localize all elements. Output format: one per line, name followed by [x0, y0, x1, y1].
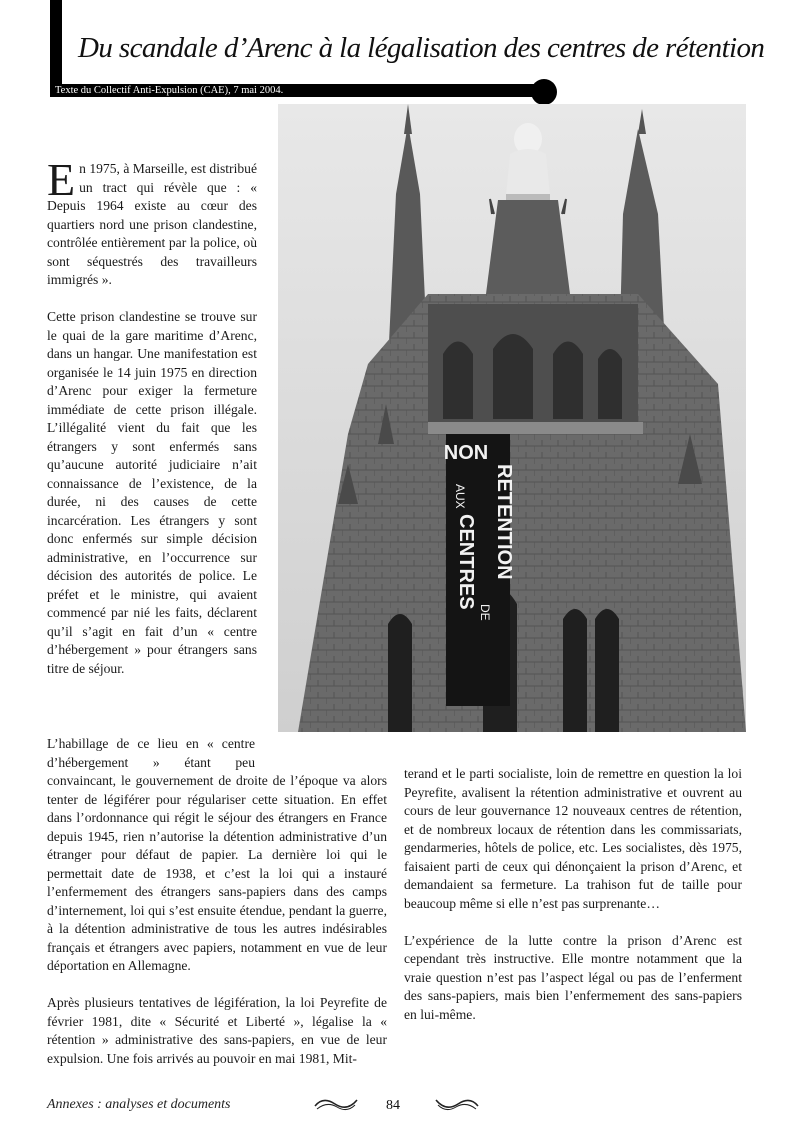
- paragraph-mitterand: terand et le parti socialiste, loin de remettre en question la loi Peyrefite, avalisent la rétention administrative et ouvrent au cours de leur gouvernance 12 nouveaux centres de rétention, et de nombreux locaux de rétention dans les commissariats, gendarmeries, hôtels de police, etc. Les socialistes, dès 1975, faisaient parti de ceux qui dénonçaient la prison d’Arenc, et demandaient sa fermeture. La trahison fut de taille pour beaucoup même si elle n’est pas surprenante…: [404, 766, 742, 911]
- banner-word-aux: AUX: [453, 484, 467, 509]
- paragraph-intro-text: n 1975, à Marseille, est distribué un tract qui révèle que : « Depuis 1964 existe au cœur des quartiers nord une prison clandestine, contrôlée entièrement par la police, où sont séquestrés des travailleurs immigrés ».: [47, 161, 257, 287]
- page-number: 84: [386, 1098, 400, 1113]
- protest-banner: [444, 434, 515, 706]
- paragraph-arenc-prison: Cette prison clandestine se trouve sur le quai de la gare maritime d’Arenc, dans un hangar. Une manifestation est organisée le 14 juin 1975 en direction d’Arenc pour exiger la fermeture immédiate de cette prison illégale. L’illégalité vient du fait que les étrangers y sont enfermés sans qu’aucune autorité judiciaire n’ait connaissance de l’existence, de la durée, ni des causes de cette incarcération. Les étrangers y sont donc enfermés sur simple décision administrative, en l’occurrence sur décision des autorités de police. Le préfet et le ministre, qui avaient commencé par nié les faits, déclarent qu’il s’agit en fait d’un « centre d’hébergement » pour étrangers sans titre de séjour.: [47, 309, 257, 676]
- tower-illustration: [278, 104, 746, 732]
- column-left-narrow: [47, 154, 257, 678]
- drop-cap: E: [47, 154, 76, 205]
- banner-word-centres: CENTRES: [455, 514, 477, 610]
- banner-word-non: NON: [443, 442, 489, 464]
- page-subtitle: Texte du Collectif Anti-Expulsion (CAE), 7 mai 2004.: [55, 85, 284, 96]
- footer-left-ornament: [313, 1094, 359, 1114]
- footer-section-label: Annexes : analyses et documents: [47, 1097, 231, 1112]
- paragraph-peyrefite: Après plusieurs tentatives de légifération, la loi Peyrefite de février 1981, dite « Sécurité et Liberté », légalise la « rétention » administrative des sans-papiers, en vue de leur expulsion. Une fois arrivés au pouvoir en mai 1981, Mit-: [47, 995, 387, 1066]
- column-right: [404, 765, 742, 1024]
- wrap-spacer: [255, 735, 387, 771]
- tower-photo: [278, 104, 746, 732]
- column-left-lower: [47, 735, 387, 1068]
- banner-word-retention: RETENTION: [493, 464, 515, 580]
- paragraph-legislation: L’habillage de ce lieu en « centre d’hébergement » étant peu convaincant, le gouvernement de droite de l’époque va alors tenter de légiférer pour régulariser cette situation. En effet dans l’ordonnance qui régit le séjour des étrangers en France depuis 1945, rien n’autorise la détention administrative d’un étranger pour défaut de papier. La dernière loi qui le permettait date de 1938, et c’est la loi qui a instauré l’enfermement des étrangers sans-papiers dans des camps d’internement, loi qui s’est ensuite étendue, pendant la guerre, à la détention administrative de tous les autres indésirables français et étrangers avec papiers, notamment en vue de leur déportation en Allemagne.: [47, 736, 387, 973]
- header-bar-dot: [531, 79, 557, 105]
- paragraph-intro: [47, 154, 257, 290]
- page-title: Du scandale d’Arenc à la légalisation des centres de rétention: [78, 32, 765, 64]
- banner-word-de: DE: [478, 604, 492, 621]
- paragraph-conclusion: L’expérience de la lutte contre la prison d’Arenc est cependant très instructive. Elle montre notamment que la vraie question n’est pas l’aspect légal ou pas de l’enferment des sans-papiers, mais bien l’enfermement des sans-papiers en lui-même.: [404, 932, 742, 1022]
- footer-right-ornament: [434, 1094, 480, 1114]
- header-left-bar: [50, 0, 62, 96]
